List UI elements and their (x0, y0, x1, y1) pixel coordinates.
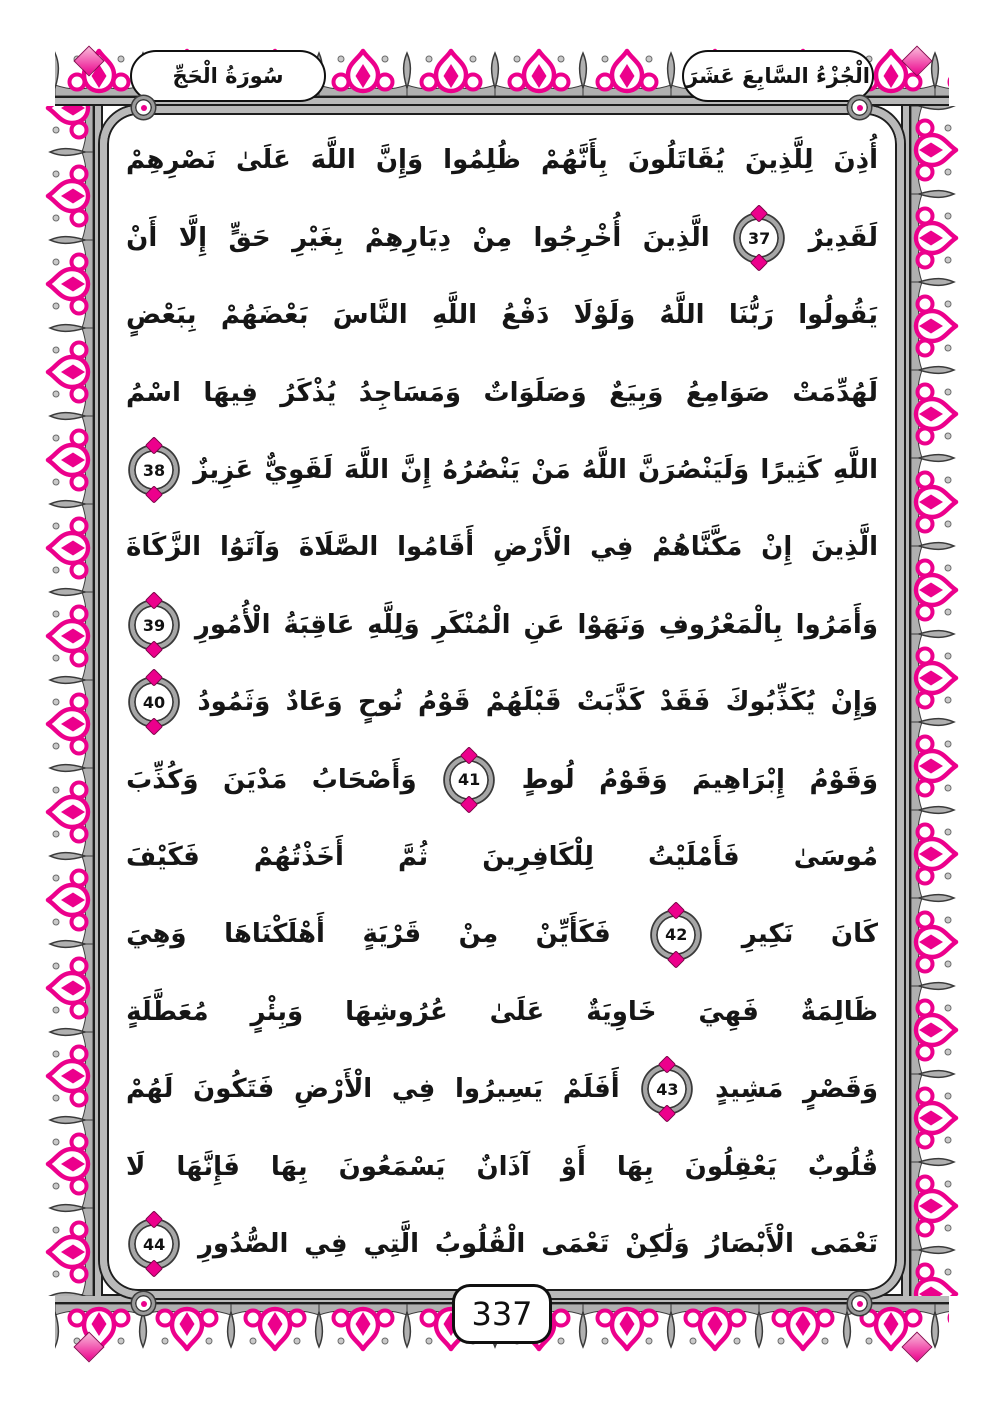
juz-title: الْجُزْءُ السَّابِعَ عَشَرَ (686, 64, 870, 88)
quran-word: يَسْمَعُونَ (338, 1151, 446, 1182)
quran-word: يَقُولُوا (798, 300, 878, 331)
quran-word: فِي (590, 532, 634, 563)
quran-word: فَكَأَيِّنْ (535, 919, 611, 950)
quran-word: إِلَّا (178, 222, 207, 253)
border-ornament-right (901, 106, 959, 1296)
quran-word: يُقَاتَلُونَ (627, 145, 725, 176)
quran-word: عَاقِبَةُ (283, 609, 355, 640)
quran-word: وَلِلَّهِ (367, 609, 420, 640)
page-number: 337 (471, 1295, 533, 1333)
quran-word: فِي (304, 1228, 348, 1259)
quran-word: وَهِيَ (126, 919, 187, 950)
quran-word: وَلَوْلَا (573, 300, 636, 331)
quran-word: دَفْعُ (501, 300, 550, 331)
quran-line (126, 277, 878, 354)
verse-number-medallion: 41 (445, 756, 493, 804)
quran-word: أَقَامُوا (397, 532, 475, 563)
quran-line (126, 354, 878, 431)
quran-word: وَثَمُودُ (197, 687, 271, 718)
quran-word: تَعْمَى (809, 1228, 878, 1259)
quran-word: الصَّلَاةَ (298, 532, 379, 563)
quran-line (126, 973, 878, 1050)
juz-title-cartouche (682, 50, 874, 102)
quran-word: لِلْكَافِرِينَ (482, 841, 594, 872)
quran-word: مَكَّنَّاهُمْ (652, 532, 743, 563)
quran-word: إِنْ (761, 532, 793, 563)
quran-word: قَوْمُ (418, 687, 471, 718)
quran-word: الَّذِينَ (811, 532, 878, 563)
quran-word: الْأَبْصَارُ (705, 1228, 794, 1259)
quran-word: لَهُمْ (126, 1074, 174, 1105)
quran-word: فِيهَا (203, 377, 258, 408)
quran-word: ظَالِمَةٌ (800, 996, 878, 1027)
quran-word: وَصَلَوَاتٌ (483, 377, 587, 408)
quran-line (126, 122, 878, 199)
quran-word: لَقَوِيٌّ (264, 455, 333, 485)
surah-title: سُورَةُ الْحَجِّ (172, 64, 284, 88)
verse-number-medallion: 43 (643, 1065, 691, 1113)
quran-line (126, 586, 878, 663)
quran-word: ثُمَّ (397, 841, 429, 872)
quran-word: عَنِ (523, 609, 565, 640)
quran-word: الَّذِينَ (642, 222, 710, 253)
quran-word: اللَّهَ (310, 145, 356, 176)
quran-word: نَكِيرِ (741, 919, 794, 950)
quran-word: أَوْ (560, 1151, 586, 1182)
quran-word: لِلَّذِينَ (744, 145, 814, 176)
corner-rosette-ornament (132, 1292, 155, 1315)
quran-word: لَهُدِّمَتْ (792, 377, 878, 408)
quran-word: فَأَمْلَيْتُ (647, 841, 740, 872)
quran-word: بِبَعْضٍ (126, 300, 197, 331)
quran-word: إِنَّ (400, 455, 432, 485)
quran-word: اللَّهِ (832, 455, 878, 485)
quran-word: يُكَذِّبُوكَ (725, 687, 816, 718)
quran-word: إِبْرَاهِيمَ (692, 764, 785, 795)
quran-line (126, 741, 878, 818)
quran-line (126, 1128, 878, 1205)
quran-word: عُرُوشِهَا (345, 996, 448, 1027)
quran-word: الْأُمُورِ (194, 609, 271, 640)
quran-word: وَآتَوُا (219, 532, 281, 563)
quran-word: وَإِنَّ (375, 145, 424, 176)
quran-word: عَزِيزٌ (193, 455, 254, 485)
quran-word: وَبِئْرٍ (250, 996, 304, 1027)
quran-word: وَأَصْحَابُ (311, 764, 417, 795)
quran-word: مَدْيَنَ (223, 764, 288, 795)
quran-word: بِأَنَّهُمْ (540, 145, 608, 176)
quran-line (126, 199, 878, 276)
quran-word: عَلَىٰ (489, 996, 545, 1027)
quran-word: مُوسَىٰ (793, 841, 878, 872)
verse-number-medallion: 39 (130, 601, 178, 649)
corner-rosette-ornament (848, 96, 871, 119)
quran-word: بِغَيْرِ (292, 222, 344, 253)
quran-word: النَّاسَ (332, 300, 408, 331)
quran-line (126, 1205, 878, 1282)
quran-word: قُلُوبٌ (807, 1151, 878, 1182)
quran-word: يَسِيرُوا (454, 1074, 544, 1105)
quran-word: فَتَكُونَ (193, 1074, 275, 1105)
quran-word: بِالْمَعْرُوفِ (658, 609, 783, 640)
quran-word: وَقَوْمُ (599, 764, 668, 795)
quran-word: مَنْ (531, 455, 571, 485)
verse-number-medallion: 44 (130, 1220, 178, 1268)
quran-word: مِنْ (472, 222, 513, 253)
quran-word: وَعَادٌ (285, 687, 343, 718)
quran-word: دِيَارِهِمْ (364, 222, 452, 253)
quran-text-area (126, 122, 878, 1288)
verse-number-medallion: 37 (735, 214, 783, 262)
quran-word: تَعْمَى (541, 1228, 610, 1259)
quran-word: نَصْرِهِمْ (126, 145, 217, 176)
quran-word: آذَانٌ (476, 1151, 530, 1182)
quran-word: الْقُلُوبُ (434, 1228, 526, 1259)
quran-word: أَخَذْتُهُمْ (253, 841, 344, 872)
quran-word: قَبْلَهُمْ (485, 687, 562, 718)
quran-word: كَذَّبَتْ (576, 687, 645, 718)
corner-rosette-ornament (848, 1292, 871, 1315)
quran-word: فَقَدْ (659, 687, 711, 718)
quran-word: الْأَرْضِ (294, 1074, 373, 1105)
quran-word: خَاوِيَةٌ (586, 996, 657, 1027)
border-ornament-left (45, 106, 103, 1296)
quran-word: الصُّدُورِ (197, 1228, 289, 1259)
quran-word: اللَّهِ (431, 300, 477, 331)
quran-line (126, 896, 878, 973)
quran-word: الْمُنْكَرِ (432, 609, 511, 640)
quran-word: لَا (126, 1151, 146, 1182)
quran-word: وَأَمَرُوا (795, 609, 878, 640)
quran-word: فَإِنَّهَا (176, 1151, 240, 1182)
quran-word: الَّتِي (363, 1228, 420, 1259)
quran-line (126, 664, 878, 741)
quran-word: يَعْقِلُونَ (684, 1151, 777, 1182)
quran-word: عَلَىٰ (236, 145, 291, 176)
quran-word: مُعَطَّلَةٍ (126, 996, 209, 1027)
quran-word: وَنَهَوْا (577, 609, 646, 640)
quran-word: أُخْرِجُوا (533, 222, 622, 253)
quran-word: اسْمُ (126, 377, 181, 408)
quran-word: وَقَصْرٍ (803, 1074, 878, 1105)
quran-word: فَكَيْفَ (126, 841, 200, 872)
quran-word: أَفَلَمْ (562, 1074, 620, 1105)
quran-word: بِهَا (270, 1151, 308, 1182)
quran-word: كَثِيرًا (760, 455, 822, 485)
quran-word: أَنْ (126, 222, 158, 253)
quran-word: وَلَٰكِنْ (625, 1228, 690, 1259)
quran-word: حَقٍّ (228, 222, 271, 253)
quran-word: نُوحٍ (357, 687, 403, 718)
quran-word: أُذِنَ (833, 145, 878, 176)
quran-word: الْأَرْضِ (493, 532, 572, 563)
quran-word: بِهَا (616, 1151, 654, 1182)
quran-word: اللَّهُ (659, 300, 705, 331)
quran-word: الزَّكَاةَ (126, 532, 202, 563)
quran-word: وَكُذِّبَ (126, 764, 199, 795)
quran-word: يَنْصُرُهُ (442, 455, 521, 485)
quran-word: فِي (391, 1074, 436, 1105)
quran-word: صَوَامِعُ (685, 377, 771, 408)
quran-word: بَعْضَهُمْ (220, 300, 309, 331)
quran-line (126, 819, 878, 896)
quran-word: لُوطٍ (521, 764, 575, 795)
quran-line (126, 1051, 878, 1128)
page-number-box (452, 1284, 552, 1344)
quran-word: قَرْيَةٍ (362, 919, 422, 950)
quran-word: وَلَيَنْصُرَنَّ (638, 455, 750, 485)
corner-rosette-ornament (132, 96, 155, 119)
quran-word: فَهِيَ (698, 996, 759, 1027)
quran-word: أَهْلَكْنَاهَا (224, 919, 325, 950)
quran-word: وَقَوْمُ (809, 764, 878, 795)
quran-line (126, 432, 878, 509)
quran-word: اللَّهُ (581, 455, 627, 485)
verse-number-medallion: 42 (652, 911, 700, 959)
quran-word: مَشِيدٍ (715, 1074, 784, 1105)
quran-word: وَمَسَاجِدُ (358, 377, 462, 408)
quran-word: مِنْ (458, 919, 499, 950)
quran-word: وَبِيَعٌ (609, 377, 664, 408)
quran-word: كَانَ (830, 919, 878, 950)
quran-word: رَبُّنَا (728, 300, 774, 331)
quran-word: وَإِنْ (830, 687, 878, 718)
verse-number-medallion: 38 (130, 446, 178, 494)
verse-number-medallion: 40 (130, 678, 178, 726)
quran-word: لَقَدِيرٌ (808, 222, 878, 253)
quran-word: يُذْكَرُ (280, 377, 337, 408)
surah-title-cartouche (130, 50, 326, 102)
quran-line (126, 509, 878, 586)
quran-word: ظُلِمُوا (443, 145, 521, 176)
quran-word: اللَّهَ (344, 455, 390, 485)
